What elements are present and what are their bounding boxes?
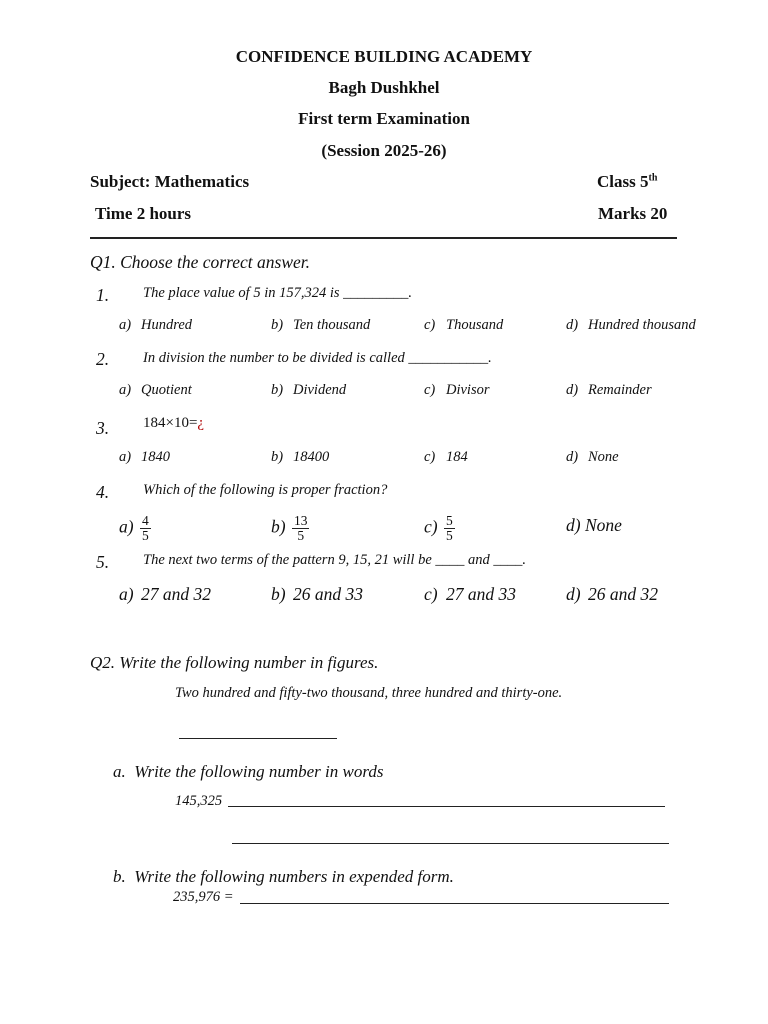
q1-item-2-number: 2. [96,349,110,369]
q1-item-2-text: In division the number to be divided is called ___________. [143,350,492,366]
q1-item-3-option-a: a) 1840 [119,449,170,465]
q2-part-b-answer-line[interactable] [240,903,669,904]
q1-item-4-text: Which of the following is proper fraction? [143,482,388,498]
q1-item-5-option-c: c) 27 and 33 [424,584,516,604]
q1-item-1-text: The place value of 5 in 157,324 is _________. [143,285,413,301]
q2-part-b-text: Write the following numbers in expended form. [134,867,454,886]
q2-part-a-answer-line-1[interactable] [228,806,665,807]
header-divider [90,237,677,239]
q1-item-5-option-d: d) 26 and 32 [566,584,658,604]
q1-item-5-option-b: b) 26 and 33 [271,584,363,604]
q1-title: Q1. Choose the correct answer. [90,252,311,272]
fraction-13-over-5: $\frac{13}{5}$ [293,513,308,543]
q2-part-a-label: a. [113,762,126,781]
q1-item-1-option-a: a) Hundred [119,317,193,333]
exam-title: First term Examination [298,109,470,128]
q2-prompt: Two hundred and fifty-two thousand, three hundred and thirty-one. [175,685,563,701]
q1-item-5-text: The next two terms of the pattern 9, 15, 21 will be ____ and ____. [143,552,527,568]
q1-item-4-number: 4. [96,482,110,502]
q1-item-5-number: 5. [96,552,110,572]
q2-answer-line[interactable] [179,738,337,739]
q1-item-5-option-a: a) 27 and 32 [119,584,211,604]
fraction-5-over-5: $\frac{5}{5}$ [445,513,453,543]
q2-title: Q2. Write the following number in figures. [90,653,379,672]
q1-item-3-number: 3. [96,418,110,438]
class-text: Class 5 [597,172,649,191]
q1-item-4-option-d: d) None [566,515,622,535]
time-label: Time 2 hours [95,204,192,223]
q1-item-4-option-a: a) $\frac{4}{5}$ [119,513,149,543]
fraction-4-over-5: $\frac{4}{5}$ [141,513,149,543]
q2-part-a-answer-line-2[interactable] [232,843,669,844]
q1-item-1-option-d: d) Hundred thousand [566,317,696,333]
q1-item-3-option-c: c) 184 [424,449,468,465]
q1-item-1-option-c: c) Thousand [424,317,504,333]
q2-part-b-number: 235,976 = [173,889,234,905]
q2-part-a [113,762,383,782]
q2-part-b-label: b. [113,867,126,886]
q1-item-3-mark: ¿ [197,415,205,431]
q1-item-2-option-c: c) Divisor [424,382,490,398]
q2-part-b [113,867,454,887]
q1-item-4-option-b: b) $\frac{13}{5}$ [271,513,308,543]
q1-item-2-option-a: a) Quotient [119,382,192,398]
marks-label: Marks 20 [598,204,668,223]
school-location: Bagh Dushkhel [328,78,440,97]
q1-item-3-option-b: b) 18400 [271,449,330,465]
q1-item-3-option-d: d) None [566,449,619,465]
q1-item-2-option-b: b) Dividend [271,382,347,398]
session-label: (Session 2025-26) [321,141,447,160]
q1-item-4-option-c: c) $\frac{5}{5}$ [424,513,453,543]
q1-item-3-expression: 184×10=¿ [143,415,205,431]
q2-part-a-number: 145,325 [175,793,223,809]
subject-label: Subject: Mathematics [90,172,250,191]
school-name: CONFIDENCE BUILDING ACADEMY [235,47,533,66]
q1-item-1-option-b: b) Ten thousand [271,317,371,333]
class-label [597,172,657,192]
q2-part-a-text: Write the following number in words [134,762,384,781]
class-superscript: th [648,172,658,184]
q1-item-1-number: 1. [96,285,110,305]
q1-item-2-option-d: d) Remainder [566,382,652,398]
